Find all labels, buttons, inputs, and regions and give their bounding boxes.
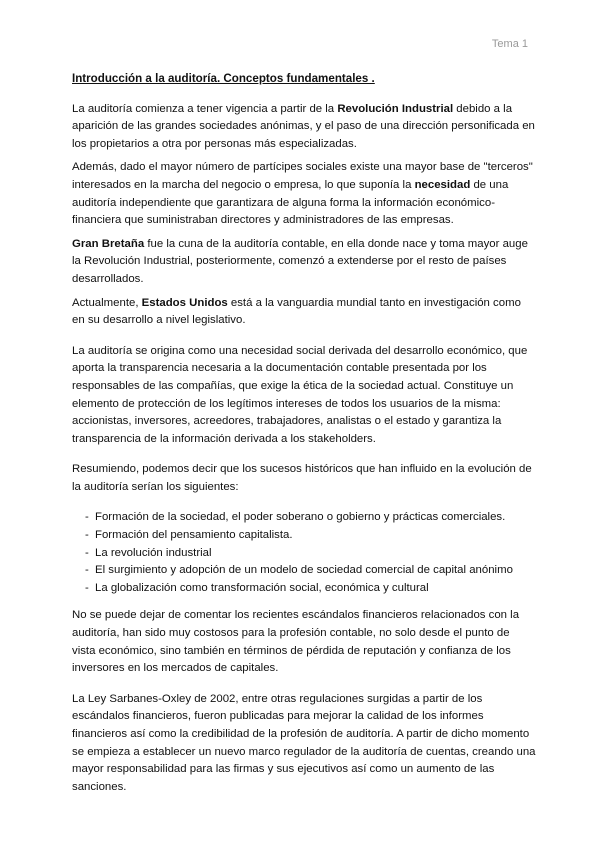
- paragraph-2-text-c: de una auditoría independiente que garantizara de alguna forma la información económico-financiera que suministraban directores y administradores de las empresas.: [72, 178, 509, 227]
- paragraph-7: No se puede dejar de comentar los recientes escándalos financieros relacionados con la auditoría, han sido muy costosos para la profesión contable, no solo desde el punto de vista económico, sino también en términos de pérdida de reputación y confianza de los inversores en los mercados de capitales.: [72, 609, 520, 675]
- list-item: - Formación de la sociedad, el poder soberano o gobierno y prácticas comerciales.: [85, 509, 536, 527]
- paragraph-2-bold: necesidad: [414, 178, 471, 191]
- paragraph-8: La Ley Sarbanes-Oxley de 2002, entre otras regulaciones surgidas a partir de los escándalos financieros, fueron publicadas para mejorar la calidad de los informes financieros así como la credibilidad de la profesión de auditoría. A partir de dicho momento se empieza a establecer un nuevo marco regulador de la auditoría de cuentas, creando una mayor responsabilidad para las firmas y sus ejecutivos así como un aumento de las sanciones.: [72, 692, 536, 793]
- paragraph-4-text-c: está a la vanguardia mundial tanto en investigación como en su desarrollo a nivel legislativo.: [72, 296, 521, 327]
- page-header-label: Tema 1: [491, 38, 528, 50]
- paragraph-4: [72, 295, 536, 330]
- historical-events-list: [72, 509, 536, 597]
- paragraph-2-text-a: Además, dado el mayor número de partícipes sociales existe una mayor base de "terceros" interesados en la marcha del negocio o empresa, lo que suponía la: [72, 161, 533, 191]
- paragraph-3-text-c: fue la cuna de la auditoría contable, en ella donde nace y toma mayor auge la Revolución Industrial, posteriormente, comenzó a extenderse por el resto de países desarrollados.: [72, 237, 528, 285]
- list-item: - La revolución industrial: [85, 545, 536, 563]
- paragraph-3: [72, 236, 536, 289]
- document-body: [72, 70, 536, 802]
- list-item: - El surgimiento y adopción de un modelo de sociedad comercial de capital anónimo: [85, 562, 536, 580]
- paragraph-6: Resumiendo, podemos decir que los sucesos históricos que han influido en la evolución de la auditoría serían los siguientes:: [72, 463, 532, 493]
- list-item: - Formación del pensamiento capitalista.: [85, 527, 536, 545]
- paragraph-1-text-a: La auditoría comienza a tener vigencia a partir de la: [72, 102, 338, 115]
- paragraph-1: [72, 101, 536, 154]
- paragraph-4-text-a: Actualmente,: [72, 296, 142, 309]
- paragraph-1-text-c: debido a la aparición de las grandes sociedades anónimas, y el paso de una dirección personificada en los propietarios a otra por personas más especializadas.: [72, 102, 535, 150]
- paragraph-5: La auditoría se origina como una necesidad social derivada del desarrollo económico, que aporta la transparencia necesaria a la documentación contable presentada por los responsables de las compañías, que exige la ética de la sociedad actual. Constituye un elemento de protección de los legítimos intereses de todos los usuarios de la misma: accionistas, inversores, acreedores, trabajadores, analistas o el estado y garantiza la transparencia de la información derivada a los stakeholders.: [72, 344, 528, 445]
- paragraph-4-bold: Estados Unidos: [141, 296, 228, 309]
- paragraph-2: [72, 159, 536, 229]
- paragraph-1-bold: Revolución Industrial: [337, 102, 454, 115]
- list-item: - La globalización como transformación social, económica y cultural: [85, 580, 536, 598]
- section-title: Introducción a la auditoría. Conceptos fundamentales .: [72, 72, 375, 85]
- paragraph-3-bold: Gran Bretaña: [72, 237, 145, 250]
